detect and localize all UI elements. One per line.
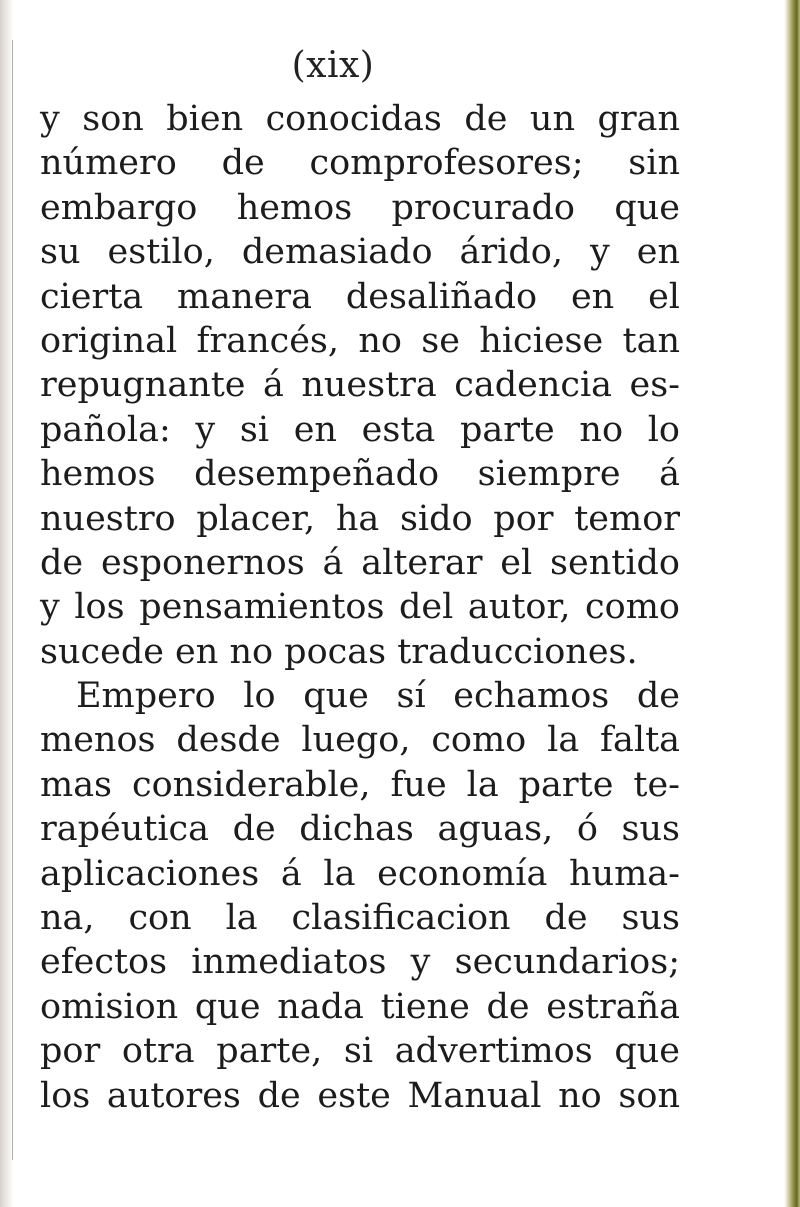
text-line: efectos inmediatos y secundarios; — [40, 942, 680, 983]
text-line: y son bien conocidas de un gran — [40, 99, 680, 139]
text-line: omision que nada tiene de estraña — [40, 986, 680, 1027]
text-line: de esponernos á alterar el sentido — [40, 542, 680, 583]
text-line: pañola: y si en esta parte no lo — [40, 409, 680, 450]
text-line: Empero lo que sí echamos de — [76, 676, 680, 717]
text-line: na, con la clasificacion de sus — [40, 898, 680, 939]
text-line: los autores de este Manual no son — [40, 1075, 680, 1116]
page-number: (xix) — [291, 45, 375, 86]
text-line: y los pensamientos del autor, como — [40, 587, 680, 628]
text-line: nuestro placer, ha sido por temor — [40, 498, 680, 539]
text-line: original francés, no se hiciese tan — [40, 320, 680, 361]
text-line: por otra parte, si advertimos que — [40, 1031, 680, 1072]
text-line: sucede en no pocas traducciones. — [40, 631, 638, 672]
body-text — [40, 97, 680, 1118]
gutter-line — [12, 40, 13, 1160]
text-line: rapéutica de dichas aguas, ó sus — [40, 809, 680, 850]
right-binding-edge — [784, 0, 800, 1207]
text-line: su estilo, demasiado árido, y en — [40, 232, 680, 273]
text-line: repugnante á nuestra cadencia es- — [40, 365, 680, 406]
text-line: cierta manera desaliñado en el — [40, 276, 680, 317]
text-line: aplicaciones á la economía huma- — [40, 853, 680, 894]
text-line: menos desde luego, como la falta — [40, 720, 680, 761]
text-line: embargo hemos procurado que — [40, 187, 680, 228]
text-line: número de comprofesores; sin — [40, 143, 680, 184]
text-line: mas considerable, fue la parte te- — [40, 764, 680, 805]
text-line: hemos desempeñado siempre á — [40, 454, 680, 495]
